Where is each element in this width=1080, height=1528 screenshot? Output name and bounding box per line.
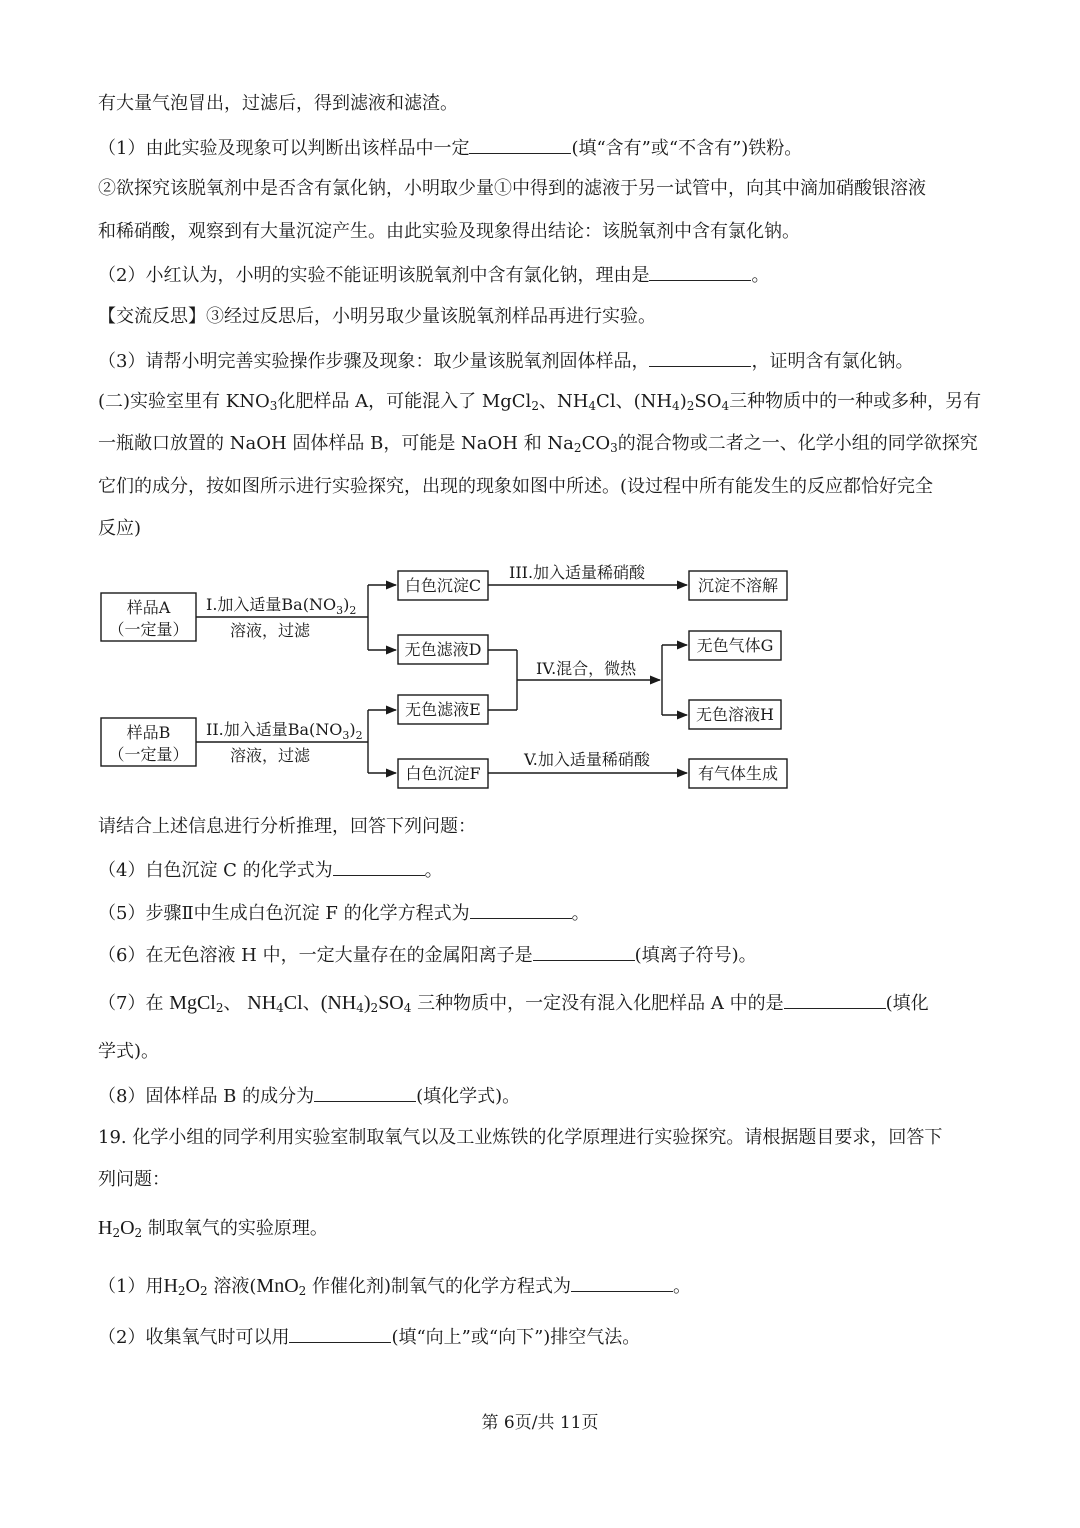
- sample-b-label: 样品B: [126, 723, 171, 742]
- step-2-sub: 溶液，过滤: [230, 746, 311, 765]
- analyze-prompt: 请结合上述信息进行分析推理，回答下列问题：: [98, 816, 476, 837]
- box-c-text: 白色沉淀C: [404, 576, 482, 595]
- sample-a-amount: （一定量）: [108, 620, 189, 639]
- box-gas-text: 有气体生成: [697, 764, 779, 783]
- part2-intro: 反应): [98, 518, 142, 539]
- answer-blank[interactable]: [784, 990, 886, 1009]
- question-7: （7）在 MgCl$_2$、 $NH_4Cl$、$(NH_4)_2SO_4$ 三种物质中，一定没有混入化肥样品 A 中的是 (填化: [98, 992, 929, 1015]
- answer-blank[interactable]: [333, 857, 425, 876]
- paragraph: 有大量气泡冒出，过滤后，得到滤液和滤渣。: [98, 93, 458, 114]
- question-2: （2）小红认为，小明的实验不能证明该脱氧剂中含有氯化钠，理由是 。: [98, 262, 769, 288]
- paragraph: ②欲探究该脱氧剂中是否含有氯化钠，小明取少量①中得到的滤液于另一试管中，向其中滴加硝酸银溶液: [98, 178, 926, 199]
- step-1-label: I.加入适量$Ba(NO_3)_2$: [206, 595, 357, 617]
- question-7-cont: 学式)。: [98, 1041, 160, 1062]
- step-3-label: III.加入适量稀硝酸: [509, 563, 646, 582]
- question-1: （1）由此实验及现象可以判断出该样品中一定 (填“含有”或“不含有”)铁粉。: [98, 135, 802, 161]
- box-d-text: 无色滤液D: [404, 640, 482, 659]
- paragraph: 和稀硝酸，观察到有大量沉淀产生。由此实验及现象得出结论：该脱氧剂中含有氯化钠。: [98, 221, 800, 242]
- question-19-2: （2）收集氧气时可以用 (填“向上”或“向下”)排空气法。: [98, 1324, 640, 1350]
- h2o2-principle: $H_2O_2$ 制取氧气的实验原理。: [98, 1217, 328, 1240]
- box-g-text: 无色气体G: [696, 636, 774, 655]
- question-5: （5）步骤Ⅱ中生成白色沉淀 F 的化学方程式为 。: [98, 900, 590, 926]
- step-2-label: II.加入适量$Ba(NO_3)_2$: [206, 720, 363, 742]
- box-h-text: 无色溶液H: [696, 705, 774, 724]
- question-19-1: （1）用$H_2O_2$ 溶液(MnO$_2$ 作催化剂)制氧气的化学方程式为 。: [98, 1275, 692, 1298]
- question-3: （3）请帮小明完善实验操作步骤及现象：取少量该脱氧剂固体样品， ，证明含有氯化钠。: [98, 348, 913, 374]
- part2-intro: 它们的成分，按如图所示进行实验探究，出现的现象如图中所述。(设过程中所有能发生的反应都恰好完全: [98, 476, 934, 497]
- part2-intro: 一瓶敞口放置的 NaOH 固体样品 B，可能是 NaOH 和 $Na_2CO_3$的混合物或二者之一、化学小组的同学欲探究: [98, 433, 978, 455]
- answer-blank[interactable]: [533, 942, 635, 961]
- answer-blank[interactable]: [571, 1273, 673, 1292]
- box-f-text: 白色沉淀F: [405, 764, 481, 783]
- answer-blank[interactable]: [289, 1324, 391, 1343]
- answer-blank[interactable]: [314, 1083, 416, 1102]
- question-4: （4）白色沉淀 C 的化学式为 。: [98, 857, 443, 883]
- box-e-text: 无色滤液E: [405, 700, 481, 719]
- sample-b-amount: （一定量）: [108, 745, 189, 764]
- question-19: 19. 化学小组的同学利用实验室制取氧气以及工业炼铁的化学原理进行实验探究。请根据题目要求，回答下: [98, 1127, 943, 1148]
- step-4-label: IV.混合，微热: [536, 659, 637, 678]
- step-1-sub: 溶液，过滤: [230, 621, 311, 640]
- answer-blank[interactable]: [470, 900, 572, 919]
- box-insoluble-text: 沉淀不溶解: [697, 576, 779, 595]
- part2-intro: (二)实验室里有 $KNO_3$化肥样品 A，可能混入了 MgCl$_2$、$NH_4Cl$、$(NH_4)_2SO_4$三种物质中的一种或多种，另有: [98, 391, 982, 413]
- sample-a-label: 样品A: [126, 598, 171, 617]
- page-footer: 第 6页/共 11页: [481, 1413, 599, 1433]
- step-5-label: V.加入适量稀硝酸: [524, 750, 650, 769]
- question-8: （8）固体样品 B 的成分为 (填化学式)。: [98, 1083, 520, 1109]
- question-19-cont: 列问题：: [98, 1169, 170, 1190]
- reflection: 【交流反思】③经过反思后，小明另取少量该脱氧剂样品再进行实验。: [98, 306, 656, 327]
- question-6: （6）在无色溶液 H 中，一定大量存在的金属阳离子是 (填离子符号)。: [98, 942, 757, 968]
